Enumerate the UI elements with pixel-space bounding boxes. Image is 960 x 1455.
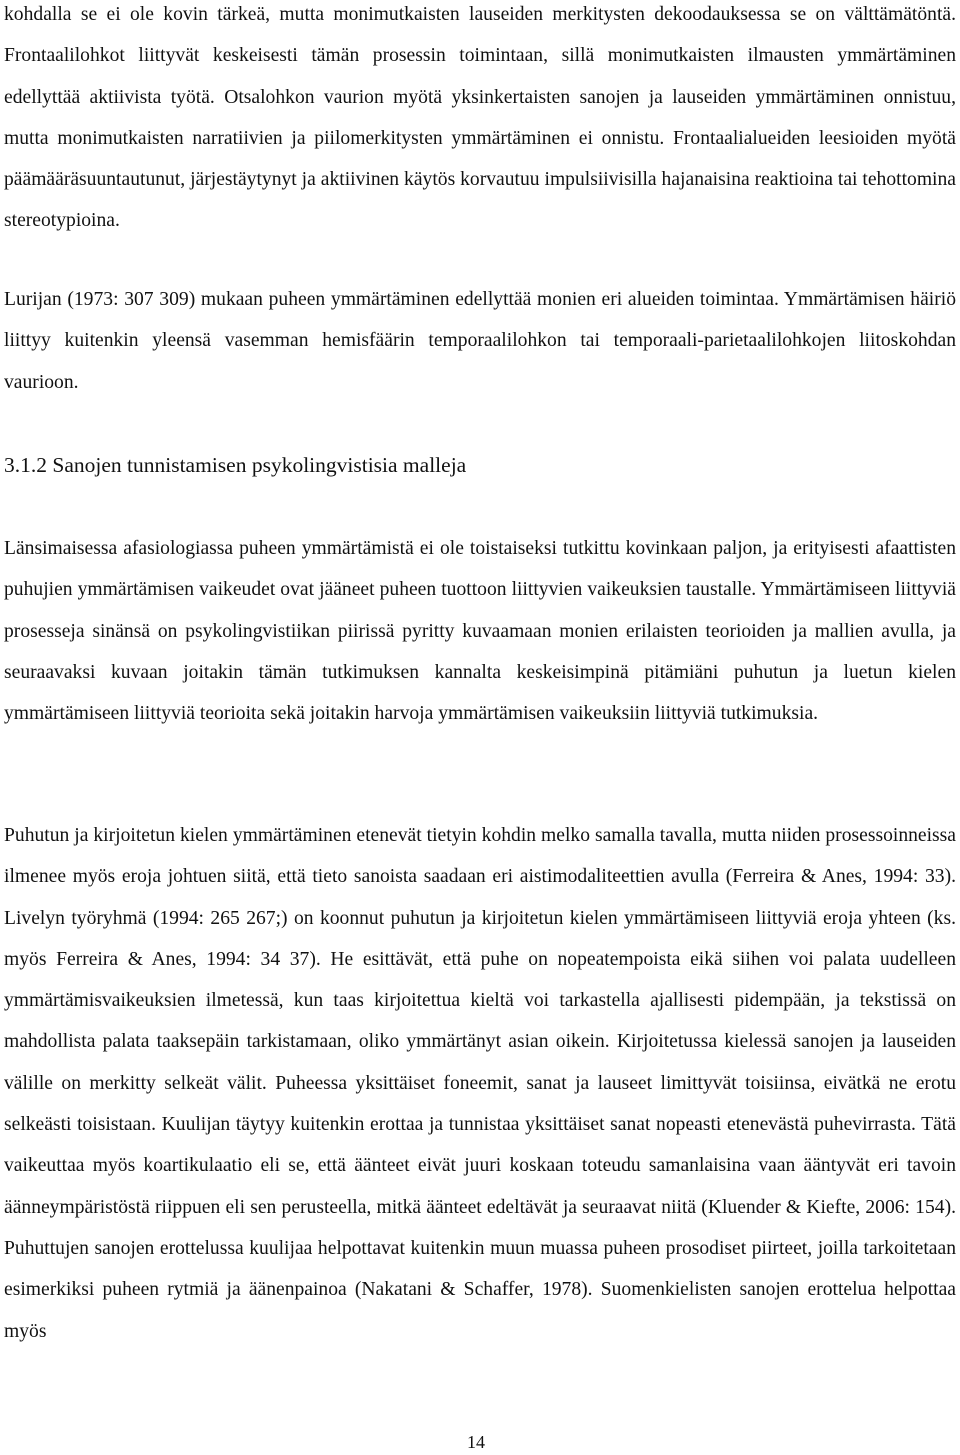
- paragraph-aphasiology: Länsimaisessa afasiologiassa puheen ymmärtämistä ei ole toistaiseksi tutkittu kovinkaan paljon, ja erityisesti afaattisten puhujien ymmärtämisen vaikeudet ovat jääneet puheen tuottoon liittyvien vaikeuksien taustalle. Ymmärtämiseen liittyviä prosesseja sinänsä on psykolingvistiikan piirissä pyritty kuvaamaan monien erilaisten teorioiden ja mallien avulla, ja seuraavaksi kuvaan joitakin tämän tutkimuksen kannalta keskeisimpinä pitämiäni puhutun ja luetun kielen ymmärtämiseen liittyviä teorioita sekä joitakin harvoja ymmärtämisen vaikeuksiin liittyviä tutkimuksia.: [4, 538, 956, 725]
- page-number: 14: [467, 1432, 485, 1452]
- paragraph-spoken-written: Puhutun ja kirjoitetun kielen ymmärtäminen etenevät tietyin kohdin melko samalla tavalla, mutta niiden prosessoinneissa ilmenee myös eroja johtuen siitä, että tieto sanoista saadaan eri aistimodaliteettien avulla (Ferreira & Anes, 1994: 33). Livelyn työryhmä (1994: 265 267;) on koonnut puhutun ja kirjoitetun kielen ymmärtämiseen liittyviä eroja yhteen (ks. myös Ferreira & Anes, 1994: 34 37). He esittävät, että puhe on nopeatempoista eikä siihen voi palata uudelleen ymmärtämisvaikeuksien ilmetessä, kun taas kirjoitettua kieltä voi tarkastella ajallisesti pidempään, ja tekstissä on mahdollista palata taaksepäin tarkistamaan, oliko ymmärtänyt asian oikein. Kirjoitetussa kielessä sanojen ja lauseiden välille on merkitty selkeät välit. Puheessa yksittäiset foneemit, sanat ja lauseet limittyvät toisiinsa, eivätkä ne erotu selkeästi toisistaan. Kuulijan täytyy kuitenkin erottaa ja tunnistaa yksittäiset sanat nopeasti etenevästä puhevirrasta. Tätä vaikeuttaa myös koartikulaatio eli se, että äänteet eivät juuri koskaan toteudu samanlaisina vaan ääntyvät eri tavoin äänneympäristöstä riippuen eli sen perusteella, mitkä äänteet edeltävät ja seuraavat niitä (Kluender & Kiefte, 2006: 154). Puhuttujen sanojen erottelussa kuulijaa helpottavat kuitenkin muun muassa puheen prosodiset piirteet, joilla tarkoitetaan esimerkiksi puheen rytmiä ja äänenpainoa (Nakatani & Schaffer, 1978). Suomenkielisten sanojen erottelua helpottaa myös: [4, 825, 956, 1342]
- section-heading: 3.1.2 Sanojen tunnistamisen psykolingvistisia malleja: [4, 453, 467, 477]
- paragraph-frontal-lobes: kohdalla se ei ole kovin tärkeä, mutta monimutkaisten lauseiden merkitysten dekoodauksessa se on välttämätöntä. Frontaalilohkot liittyvät keskeisesti tämän prosessin toimintaan, sillä monimutkaisten ilmausten ymmärtäminen edellyttää aktiivista työtä. Otsalohkon vaurion myötä yksinkertaisten sanojen ja lauseiden ymmärtäminen onnistuu, mutta monimutkaisten narratiivien ja piilomerkitysten ymmärtäminen ei onnistu. Frontaalialueiden leesioiden myötä päämääräsuuntautunut, järjestäytynyt ja aktiivinen käytös korvautuu impulsiivisilla hajanaisina reaktioina tai tehottomina stereotypioina.: [4, 4, 956, 232]
- paragraph-lurija: Lurijan (1973: 307 309) mukaan puheen ymmärtäminen edellyttää monien eri alueiden toimintaa. Ymmärtämisen häiriö liittyy kuitenkin yleensä vasemman hemisfäärin temporaalilohkon tai temporaali-parietaalilohkojen liitoskohdan vaurioon.: [4, 289, 956, 393]
